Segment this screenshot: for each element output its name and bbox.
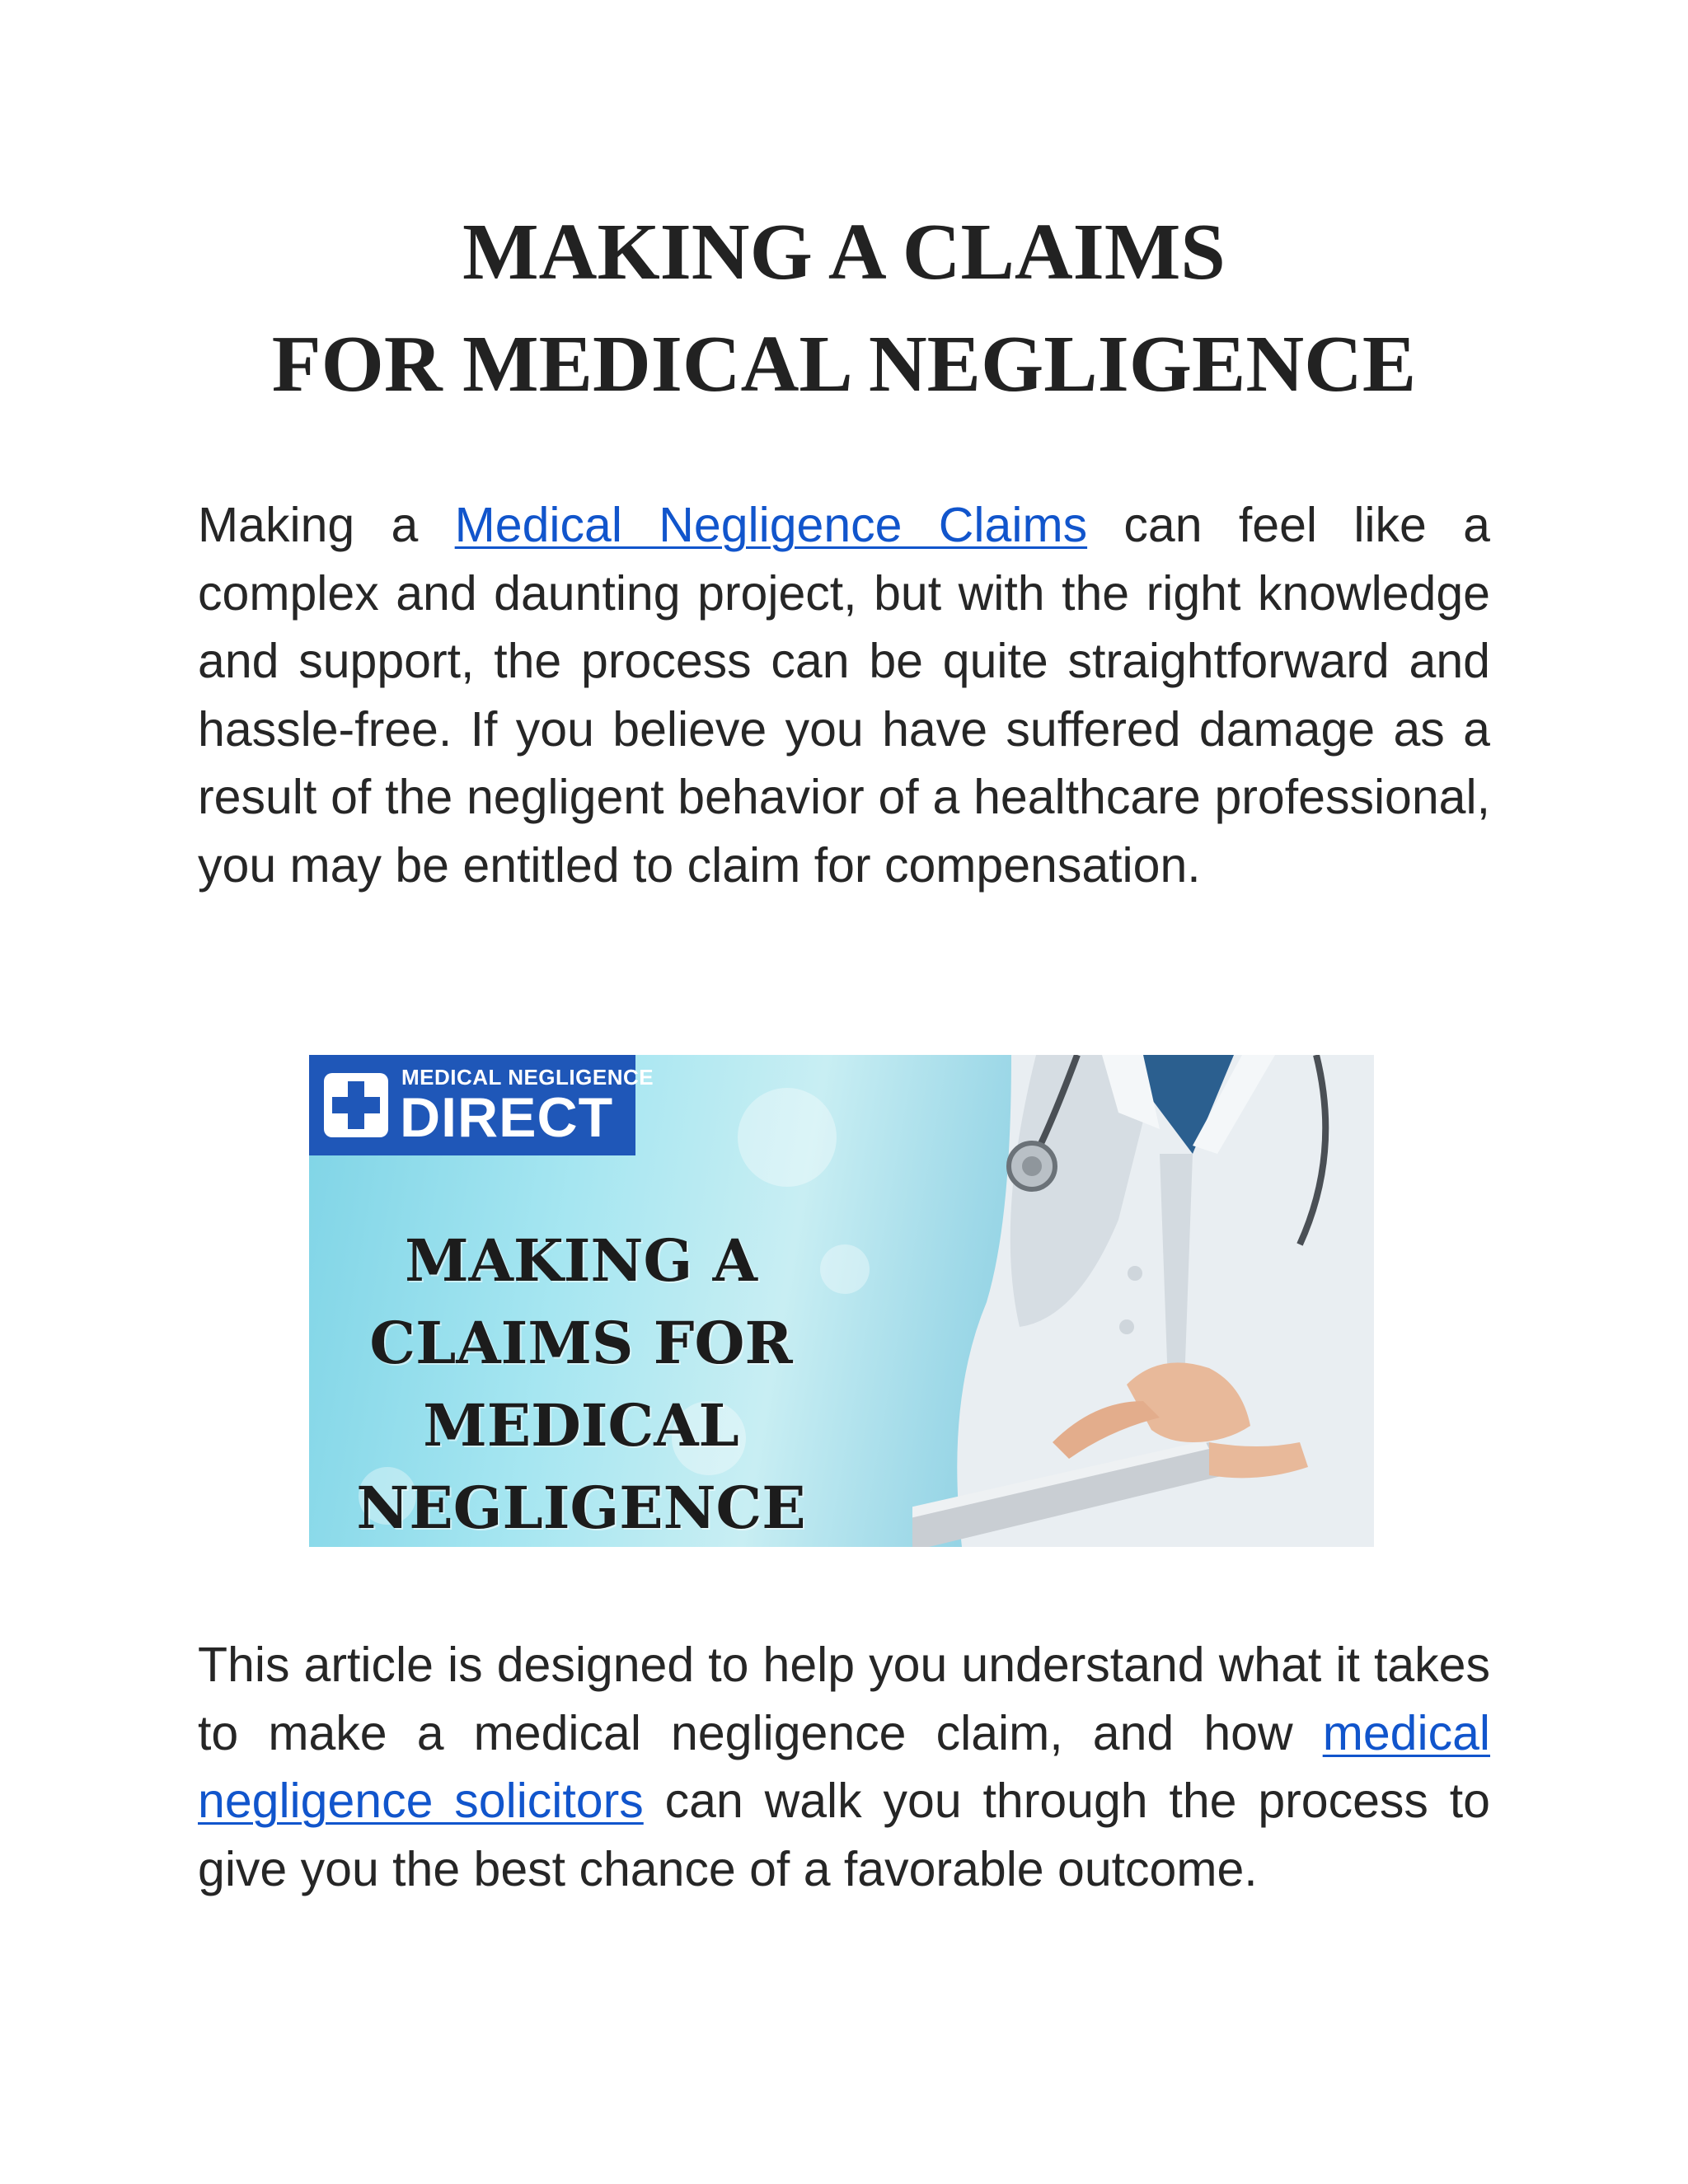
doctor-illustration	[912, 1055, 1374, 1547]
title-line-2: FOR MEDICAL NEGLIGENCE	[271, 320, 1417, 409]
banner-headline	[326, 1220, 837, 1547]
article-banner-image	[309, 1055, 1374, 1547]
logo-tagline: MEDICAL NEGLIGENCE	[401, 1065, 654, 1090]
brand-logo	[309, 1055, 654, 1155]
medical-negligence-solicitors-link[interactable]: medical negligence solicitors	[198, 1705, 1490, 1828]
logo-wordmark: DIRECT	[400, 1086, 614, 1149]
banner-line-3: MEDICAL	[423, 1391, 739, 1460]
article-text-start: This article is designed to help you understand what it takes to make a medical negligence claim, and how	[198, 1638, 1490, 1760]
intro-text-end: can feel like a complex and daunting project, but with the right knowledge and support, the process can be quite straightforward and hassle-free. If you believe you have suffered damage as a result of the negligent behavior of a healthcare professional, you may be entitled to claim for compensation.	[198, 498, 1490, 893]
page-title	[165, 196, 1523, 420]
banner-line-2: CLAIMS FOR	[369, 1309, 793, 1377]
intro-paragraph	[198, 491, 1490, 899]
bokeh-light	[738, 1088, 837, 1187]
intro-text-start: Making a	[198, 498, 455, 552]
medical-cross-icon	[324, 1073, 388, 1137]
title-line-1: MAKING A CLAIMS	[462, 208, 1226, 297]
article-paragraph	[198, 1631, 1490, 1903]
banner-line-4: NEGLIGENCE	[356, 1474, 806, 1542]
medical-negligence-claims-link[interactable]: Medical Negligence Claims	[454, 498, 1088, 552]
article-text-end: can walk you through the process to give you the best chance of a favorable outcome.	[198, 1774, 1490, 1896]
banner-line-1: MAKING A	[405, 1226, 757, 1295]
